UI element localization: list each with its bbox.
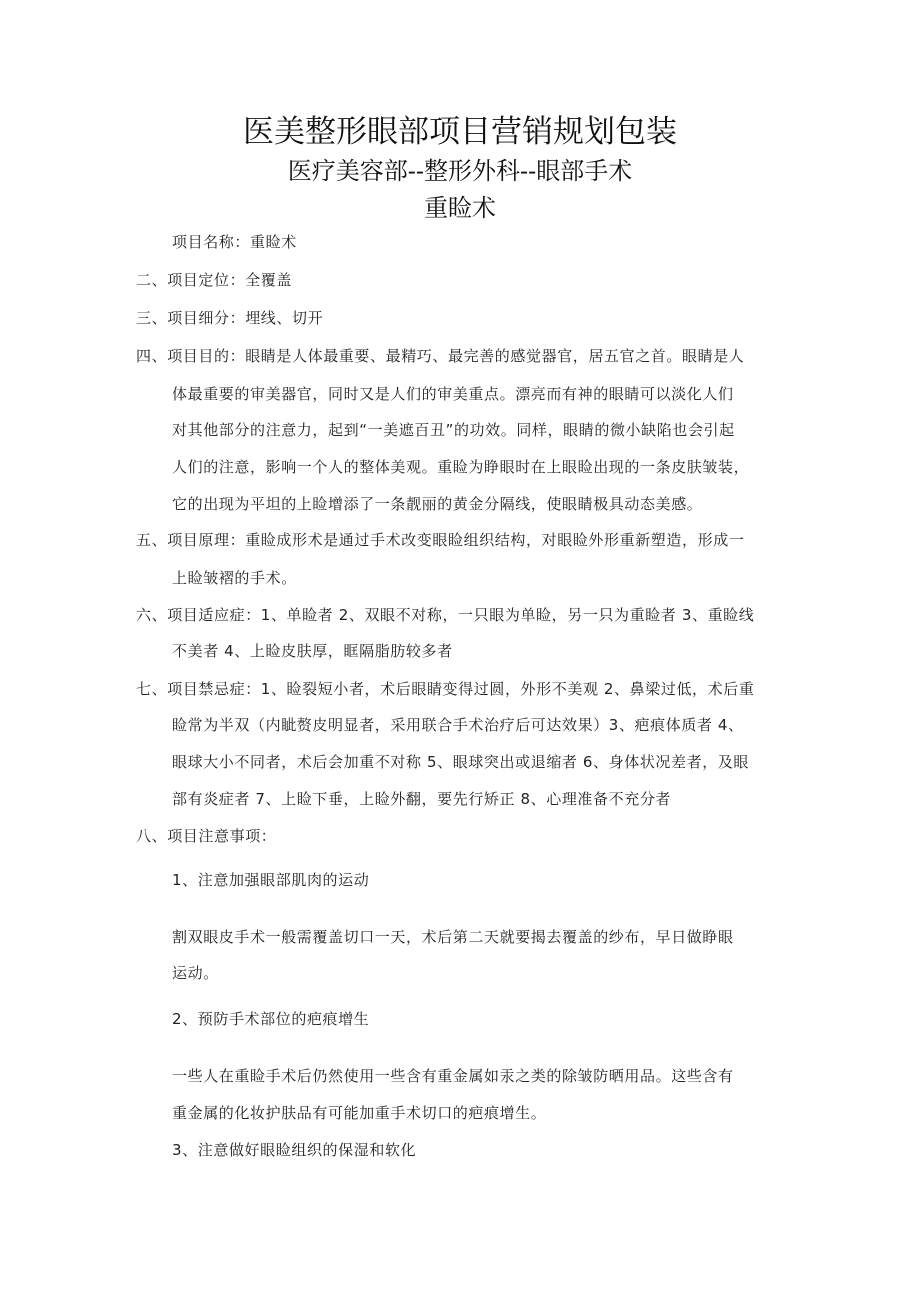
indications-line: 六、项目适应症：1、单睑者 2、双眼不对称，一只眼为单睑，另一只为重睑者 3、重睑线 bbox=[136, 606, 755, 624]
project-name-line: 项目名称：重睑术 bbox=[172, 233, 297, 251]
project-purpose-line: 体最重要的审美器官，同时又是人们的审美重点。漂亮而有神的眼睛可以淡化人们 bbox=[172, 385, 734, 403]
contraindications-line: 睑常为半双（内眦赘皮明显者，采用联合手术治疗后可达效果）3、疤痕体质者 4、 bbox=[172, 716, 744, 734]
project-purpose-line: 四、项目目的：眼睛是人体最重要、最精巧、最完善的感觉器官，居五官之首。眼睛是人 bbox=[136, 347, 745, 365]
precaution-item-text: 运动。 bbox=[172, 964, 219, 982]
contraindications-line: 眼球大小不同者，术后会加重不对称 5、眼球突出或退缩者 6、身体状况差者，及眼 bbox=[172, 753, 750, 771]
project-principle-line: 上睑皱褶的手术。 bbox=[172, 569, 297, 587]
precautions-heading: 八、项目注意事项： bbox=[136, 827, 277, 845]
indications-line: 不美者 4、上睑皮肤厚，眶隔脂肪较多者 bbox=[172, 642, 453, 660]
precaution-item-heading: 3、注意做好眼睑组织的保湿和软化 bbox=[172, 1141, 417, 1159]
precaution-item-text: 一些人在重睑手术后仍然使用一些含有重金属如汞之类的除皱防晒用品。这些含有 bbox=[172, 1067, 734, 1085]
project-positioning-line: 二、项目定位：全覆盖 bbox=[136, 271, 293, 289]
precaution-item-text: 重金属的化妆护肤品有可能加重手术切口的疤痕增生。 bbox=[172, 1104, 547, 1122]
document-subtitle: 医疗美容部--整形外科--眼部手术 bbox=[287, 157, 633, 185]
project-purpose-line: 它的出现为平坦的上睑增添了一条靓丽的黄金分隔线，使眼睛极具动态美感。 bbox=[172, 495, 703, 513]
precaution-item-text: 割双眼皮手术一般需覆盖切口一天，术后第二天就要揭去覆盖的纱布，早日做睁眼 bbox=[172, 928, 734, 946]
contraindications-line: 七、项目禁忌症：1、睑裂短小者，术后眼睛变得过圆，外形不美观 2、鼻梁过低，术后重 bbox=[136, 680, 755, 698]
precaution-item-heading: 1、注意加强眼部肌肉的运动 bbox=[172, 871, 370, 889]
project-purpose-line: 对其他部分的注意力，起到“一美遮百丑”的功效。同样，眼睛的微小缺陷也会引起 bbox=[172, 421, 735, 439]
project-heading: 重睑术 bbox=[424, 194, 496, 222]
project-subdivision-line: 三、项目细分：埋线、切开 bbox=[136, 309, 324, 327]
project-purpose-line: 人们的注意，影响一个人的整体美观。重睑为睁眼时在上眼睑出现的一条皮肤皱装， bbox=[172, 458, 750, 476]
project-principle-line: 五、项目原理：重睑成形术是通过手术改变眼睑组织结构，对眼睑外形重新塑造，形成一 bbox=[136, 531, 745, 549]
contraindications-line: 部有炎症者 7、上睑下垂，上睑外翻，要先行矫正 8、心理准备不充分者 bbox=[172, 790, 672, 808]
document-title: 医美整形眼部项目营销规划包装 bbox=[243, 114, 677, 150]
precaution-item-heading: 2、预防手术部位的疤痕增生 bbox=[172, 1010, 370, 1028]
